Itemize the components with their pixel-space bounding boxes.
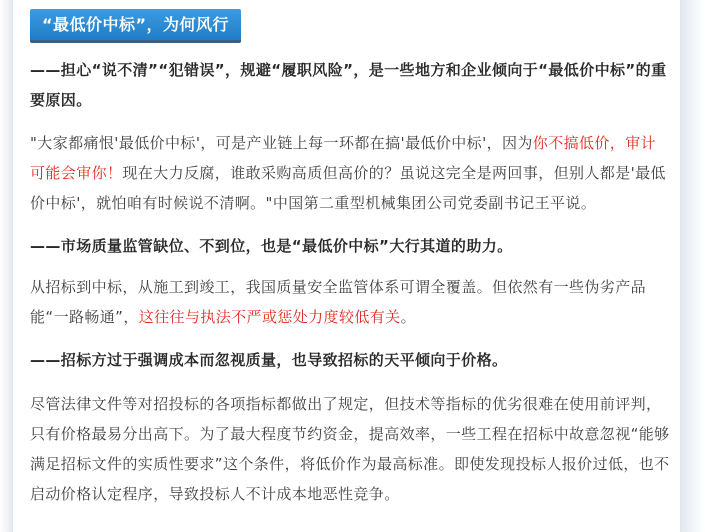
right-scroll-area bbox=[681, 0, 705, 532]
section-heading-1: ——担心“说不清”“犯错误”，规避“履职风险”，是一些地方和企业倾向于“最低价中标”的重要原因。 bbox=[30, 61, 667, 109]
paragraph-1-text-b: 现在大力反腐，谁敢采购高质但高价的？虽说这完全是两回事，但别人都是'最低价中标'，就怕咱有时候说不清啊。"中国第二重型机械集团公司党委副书记王平说。 bbox=[30, 164, 666, 212]
left-margin bbox=[0, 0, 12, 532]
section-heading-2: ——市场质量监管缺位、不到位，也是“最低价中标”大行其道的助力。 bbox=[30, 237, 513, 255]
paragraph-1-highlight: 你不搞低价，审计可能会审你！ bbox=[30, 134, 656, 182]
section-heading-3: ——招标方过于强调成本而忽视质量，也导致招标的天平倾向于价格。 bbox=[30, 351, 508, 369]
paragraph-2-highlight: 这往往与执法不严或惩处力度较低有关 bbox=[138, 308, 401, 326]
section-title-badge: “最低价中标”，为何风行 bbox=[30, 9, 241, 43]
paragraph-3: 尽管法律文件等对招投标的各项指标都做出了规定，但技术等指标的优劣很难在使用前评判，只有价格最易分出高下。为了最大程度节约资金，提高效率，一些工程在招标中故意忽视“能够满足招标文件的实质性要求”这个条件，将低价作为最高标准。即使发现投标人报价过低，也不启动价格认定程序，导致投标人不计成本地恶性竞争。 bbox=[30, 395, 670, 503]
paragraph-1-text-a: "大家都痛恨'最低价中标'，可是产业链上每一环都在搞'最低价中标'，因为 bbox=[30, 134, 533, 152]
paragraph-2-text-a: 从招标到中标，从施工到竣工，我国质量安全监管体系可谓全覆盖。但依然有一些伪劣产品能“一路畅通”， bbox=[30, 278, 647, 326]
paragraph-2 bbox=[30, 272, 670, 332]
article-content bbox=[30, 0, 670, 503]
paragraph-2-text-b: 。 bbox=[400, 308, 416, 326]
article-panel bbox=[12, 0, 681, 532]
paragraph-1 bbox=[30, 128, 670, 218]
